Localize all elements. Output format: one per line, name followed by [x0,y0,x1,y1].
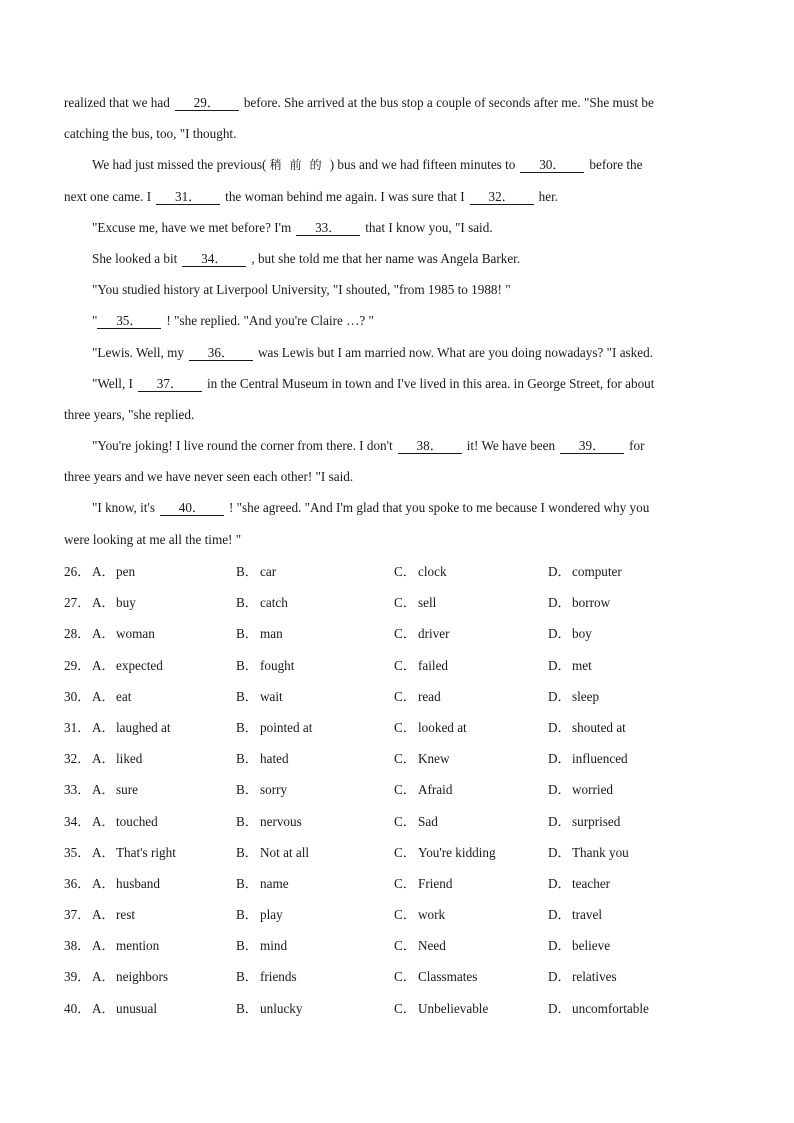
option-b[interactable] [236,899,283,930]
option-letter: C． [394,564,416,579]
passage-text: "I know, it's [92,500,155,516]
option-a[interactable] [92,806,158,837]
option-text: laughed at [116,719,171,735]
option-letter: A． [92,907,115,923]
option-text: Sad [418,813,438,829]
option-letter: D． [548,1000,571,1016]
option-letter: B． [236,719,258,735]
option-letter: C． [394,657,416,673]
question-number: 39． [64,969,91,985]
option-text: name [260,875,289,891]
option-text: wait [260,688,283,704]
option-letter: B． [236,907,258,923]
option-d[interactable] [548,868,610,899]
passage-text: ) bus and we had fifteen minutes to [329,157,516,173]
option-a[interactable] [92,961,168,992]
question-row [64,899,744,930]
option-a[interactable] [92,587,136,618]
option-d[interactable] [548,837,629,868]
blank-33: 33． [296,220,360,236]
passage-line [64,305,730,336]
option-a[interactable] [92,743,142,774]
question-number: 35． [64,844,91,860]
question-row [64,650,744,681]
option-letter: B． [236,813,258,829]
option-letter: C． [394,595,416,611]
passage-line [64,524,730,555]
chinese-gloss: 稍前的 [269,158,330,173]
option-d[interactable] [548,618,592,649]
option-c[interactable] [394,618,450,649]
option-letter: C． [394,938,416,954]
question-number: 34． [64,813,91,829]
option-text: clock [418,564,447,579]
passage-text: before. She arrived at the bus stop a couple of seconds after me. "She must be [243,95,654,110]
option-text: believe [572,938,611,954]
option-text: mention [116,938,160,954]
question-row [64,712,744,743]
option-text: read [418,688,441,704]
option-letter: C． [394,626,416,642]
option-d[interactable] [548,587,610,618]
option-d[interactable] [548,930,610,961]
option-text: Classmates [418,969,478,985]
option-letter: D． [548,595,571,611]
option-d[interactable] [548,681,599,712]
passage-text: ! "she replied. "And you're Claire …? " [166,313,374,329]
option-b[interactable] [236,556,276,587]
option-text: shouted at [572,719,626,735]
passage-line [64,274,730,305]
option-d[interactable] [548,556,622,587]
question-number: 28． [64,626,91,642]
option-text: buy [116,595,136,611]
option-text: neighbors [116,969,169,985]
option-text: failed [418,657,449,673]
passage-text: next one came. I [64,188,152,204]
option-c[interactable] [394,681,441,712]
question-row [64,868,744,899]
passage-text: it! We have been [466,438,556,454]
option-letter: C． [394,969,416,985]
option-letter: A． [92,751,115,767]
option-letter: B． [236,969,258,985]
option-text: driver [418,626,450,642]
passage-line [64,118,730,149]
passage-text: were looking at me all the time! " [64,531,242,547]
option-letter: D． [548,938,571,954]
passage-text: the woman behind me again. I was sure that I [225,188,465,204]
passage-text: We had just missed the previous( [92,157,267,173]
passage-text: , but she told me that her name was Angela Barker. [251,250,521,266]
question-number: 33． [64,782,91,798]
option-a[interactable] [92,899,135,930]
option-b[interactable] [236,993,303,1024]
option-letter: A． [92,626,115,642]
passage-line [64,492,730,523]
option-text: friends [260,969,297,985]
option-a[interactable] [92,681,131,712]
option-d[interactable] [548,712,626,743]
option-text: Need [418,938,446,954]
option-letter: D． [548,719,571,735]
option-text: mind [260,938,288,954]
option-d[interactable] [548,993,649,1024]
passage-text: was Lewis but I am married now. What are you doing nowadays? "I asked. [257,344,654,360]
option-text: Not at all [260,844,310,860]
option-letter: D． [548,751,571,767]
option-c[interactable] [394,587,436,618]
option-letter: B． [236,751,258,767]
option-b[interactable] [236,806,302,837]
option-letter: B． [236,938,258,954]
question-number: 29． [64,657,91,673]
passage-text: that I know you, "I said. [365,219,493,235]
option-letter: B． [236,844,258,860]
option-letter: A． [92,564,115,579]
option-text: unlucky [260,1000,303,1016]
option-letter: D． [548,813,571,829]
option-text: That's right [116,844,176,860]
question-number: 38． [64,938,91,954]
option-b[interactable] [236,681,283,712]
option-text: car [260,564,277,579]
option-letter: C． [394,813,416,829]
question-number: 36． [64,875,91,891]
option-letter: C． [394,907,416,923]
cloze-passage [64,87,730,555]
option-letter: A． [92,719,115,735]
passage-text: "You're joking! I live round the corner from there. I don't [92,438,393,454]
passage-text: "Well, I [92,375,133,391]
option-text: Friend [418,875,453,891]
question-row [64,618,744,649]
option-text: nervous [260,813,302,829]
option-letter: A． [92,938,115,954]
option-letter: A． [92,782,115,798]
blank-39: 39． [560,438,624,454]
question-number: 27． [64,595,91,611]
question-row [64,961,744,992]
option-b[interactable] [236,743,289,774]
option-text: surprised [572,813,621,829]
option-text: Thank you [572,844,629,860]
option-a[interactable] [92,712,171,743]
passage-text: before the [589,157,643,173]
option-text: woman [116,626,155,642]
option-letter: B． [236,657,258,673]
passage-line [64,337,730,368]
passage-text: three years, "she replied. [64,406,195,422]
option-text: Afraid [418,782,453,798]
option-b[interactable] [236,587,288,618]
option-c[interactable] [394,961,477,992]
option-letter: B． [236,688,258,704]
option-letter: D． [548,782,571,798]
option-b[interactable] [236,774,287,805]
option-text: boy [572,626,592,642]
option-a[interactable] [92,930,159,961]
option-letter: C． [394,782,416,798]
option-text: influenced [572,751,628,767]
question-row [64,993,744,1024]
option-d[interactable] [548,961,617,992]
passage-text: "You studied history at Liverpool University, "I shouted, "from 1985 to 1988! " [92,282,511,298]
option-text: pointed at [260,719,313,735]
question-number: 26． [64,564,91,579]
option-c[interactable] [394,712,467,743]
question-number: 31． [64,719,91,735]
blank-38: 38． [398,438,462,454]
option-letter: D． [548,875,571,891]
option-text: pen [116,564,136,579]
passage-text: "Lewis. Well, my [92,344,184,360]
option-text: Unbelievable [418,1000,489,1016]
question-row [64,930,744,961]
passage-text: in the Central Museum in town and I've lived in this area. in George Street, for about [206,375,655,391]
option-text: Knew [418,751,450,767]
option-letter: A． [92,844,115,860]
option-letter: C． [394,719,416,735]
option-letter: B． [236,595,258,611]
option-text: sorry [260,782,288,798]
option-c[interactable] [394,868,452,899]
option-text: sleep [572,688,600,704]
option-letter: C． [394,844,416,860]
option-d[interactable] [548,743,628,774]
answer-options [64,556,744,1024]
option-a[interactable] [92,774,138,805]
option-letter: D． [548,969,571,985]
option-letter: C． [394,688,416,704]
option-a[interactable] [92,868,160,899]
option-letter: A． [92,969,115,985]
option-c[interactable] [394,837,496,868]
option-text: liked [116,751,143,767]
passage-text: catching the bus, too, "I thought. [64,126,237,142]
option-a[interactable] [92,837,176,868]
option-c[interactable] [394,993,488,1024]
blank-34: 34． [182,251,246,267]
option-text: worried [572,782,614,798]
question-number: 37． [64,907,91,923]
option-text: touched [116,813,158,829]
option-text: expected [116,657,163,673]
passage-line [64,430,730,461]
option-letter: A． [92,657,115,673]
passage-text: ! "she agreed. "And I'm glad that you spoke to me because I wondered why you [228,500,650,516]
option-text: travel [572,907,603,923]
option-b[interactable] [236,650,294,681]
option-a[interactable] [92,618,155,649]
option-letter: D． [548,626,571,642]
option-c[interactable] [394,930,446,961]
option-letter: B． [236,626,258,642]
option-letter: D． [548,688,571,704]
passage-line [64,149,730,180]
passage-line [64,181,730,212]
option-text: sure [116,782,138,798]
passage-line [64,461,730,492]
option-letter: C． [394,1000,416,1016]
option-letter: A． [92,813,115,829]
option-text: unusual [116,1000,158,1016]
option-b[interactable] [236,837,309,868]
question-row [64,743,744,774]
question-row [64,587,744,618]
option-text: hated [260,751,289,767]
option-d[interactable] [548,774,613,805]
passage-text: "Excuse me, have we met before? I'm [92,219,292,235]
option-letter: A． [92,688,115,704]
passage-line [64,243,730,274]
question-number: 32． [64,751,91,767]
passage-line [64,368,730,399]
option-text: looked at [418,719,467,735]
option-letter: D． [548,907,571,923]
option-c[interactable] [394,899,445,930]
option-text: eat [116,688,132,704]
passage-text: for [629,438,645,454]
question-number: 30． [64,688,91,704]
option-c[interactable] [394,650,448,681]
option-letter: A． [92,1000,115,1016]
option-text: fought [260,657,295,673]
blank-40: 40． [160,500,224,516]
option-text: relatives [572,969,617,985]
option-c[interactable] [394,743,450,774]
option-text: uncomfortable [572,1000,649,1016]
option-text: You're kidding [418,844,496,860]
question-number: 40． [64,1000,91,1016]
option-c[interactable] [394,556,447,587]
option-letter: D． [548,657,571,673]
passage-text: her. [538,188,559,204]
option-text: teacher [572,875,611,891]
question-row [64,774,744,805]
passage-text: three years and we have never seen each other! "I said. [64,469,354,485]
option-letter: B． [236,782,258,798]
option-text: play [260,907,283,923]
option-b[interactable] [236,868,289,899]
option-c[interactable] [394,806,438,837]
option-b[interactable] [236,712,312,743]
option-a[interactable] [92,556,135,587]
option-text: man [260,626,283,642]
option-b[interactable] [236,618,283,649]
passage-text: " [92,313,98,329]
option-text: work [418,907,446,923]
question-row [64,806,744,837]
option-letter: B． [236,875,258,891]
option-text: met [572,657,592,673]
passage-text: She looked a bit [92,250,178,266]
option-text: computer [572,564,622,579]
question-row [64,837,744,868]
option-letter: B． [236,1000,258,1016]
passage-text: realized that we had [64,95,170,110]
blank-37: 37． [138,376,202,392]
passage-line [64,399,730,430]
option-c[interactable] [394,774,452,805]
question-row [64,681,744,712]
blank-32: 32． [470,189,534,205]
blank-31: 31． [156,189,220,205]
option-b[interactable] [236,961,297,992]
option-text: borrow [572,595,611,611]
option-letter: C． [394,875,416,891]
option-text: rest [116,907,136,923]
passage-line [64,212,730,243]
option-letter: C． [394,751,416,767]
blank-30: 30． [520,157,584,173]
option-b[interactable] [236,930,287,961]
blank-35: 35． [97,313,161,329]
option-letter: B． [236,564,258,579]
option-text: sell [418,595,437,611]
option-text: catch [260,595,288,611]
option-text: husband [116,875,160,891]
option-letter: D． [548,564,571,579]
option-a[interactable] [92,650,163,681]
question-row [64,556,744,587]
option-letter: A． [92,595,115,611]
blank-29: 29． [175,95,239,111]
option-letter: A． [92,875,115,891]
blank-36: 36． [189,345,253,361]
option-d[interactable] [548,806,620,837]
option-d[interactable] [548,899,602,930]
option-letter: D． [548,844,571,860]
passage-line [64,87,730,118]
option-d[interactable] [548,650,592,681]
option-a[interactable] [92,993,157,1024]
